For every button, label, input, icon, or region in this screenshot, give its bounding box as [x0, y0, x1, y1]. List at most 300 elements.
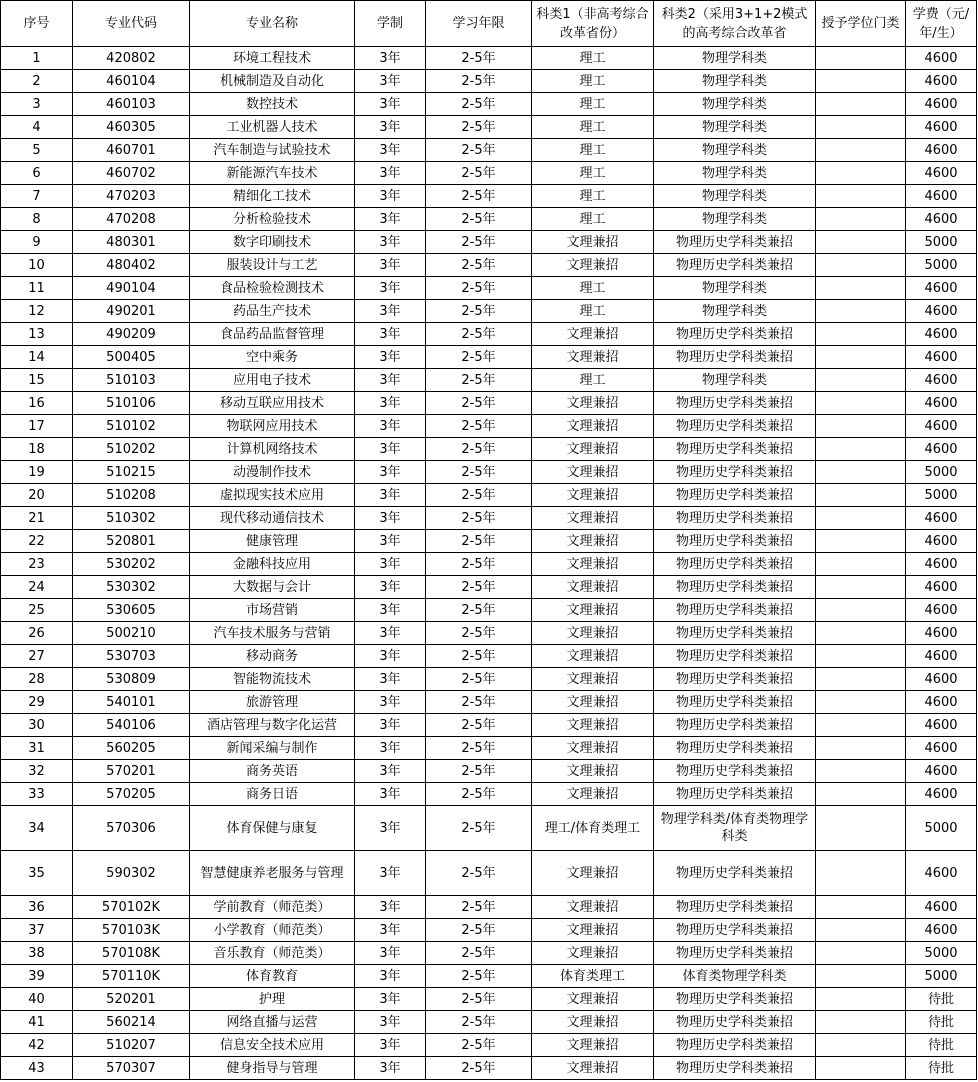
cell-study-years: 2-5年 [426, 714, 532, 737]
cell-study-years: 2-5年 [426, 965, 532, 988]
cell-study-years: 2-5年 [426, 942, 532, 965]
cell-degree [816, 507, 906, 530]
table-row [1, 162, 977, 185]
cell-duration: 3年 [355, 760, 426, 783]
cell-duration: 3年 [355, 300, 426, 323]
cell-study-years: 2-5年 [426, 116, 532, 139]
cell-category1: 理工 [532, 70, 654, 93]
cell-category1: 文理兼招 [532, 346, 654, 369]
cell-duration: 3年 [355, 116, 426, 139]
cell-index: 16 [1, 392, 73, 415]
table-row [1, 1057, 977, 1080]
cell-degree [816, 139, 906, 162]
cell-category2: 物理历史学科类兼招 [654, 942, 816, 965]
cell-category1: 理工 [532, 185, 654, 208]
cell-code: 510208 [73, 484, 190, 507]
table-row [1, 965, 977, 988]
cell-category1: 文理兼招 [532, 415, 654, 438]
cell-degree [816, 392, 906, 415]
cell-index: 15 [1, 369, 73, 392]
cell-duration: 3年 [355, 392, 426, 415]
cell-category2: 物理历史学科类兼招 [654, 461, 816, 484]
cell-tuition: 4600 [906, 139, 977, 162]
cell-name: 体育保健与康复 [190, 806, 355, 851]
table-row [1, 919, 977, 942]
cell-index: 8 [1, 208, 73, 231]
cell-tuition: 4600 [906, 599, 977, 622]
cell-category1: 文理兼招 [532, 576, 654, 599]
cell-study-years: 2-5年 [426, 668, 532, 691]
cell-tuition: 4600 [906, 896, 977, 919]
table-row [1, 806, 977, 851]
cell-degree [816, 369, 906, 392]
cell-name: 新能源汽车技术 [190, 162, 355, 185]
cell-study-years: 2-5年 [426, 323, 532, 346]
cell-name: 学前教育（师范类） [190, 896, 355, 919]
cell-study-years: 2-5年 [426, 461, 532, 484]
cell-degree [816, 783, 906, 806]
cell-duration: 3年 [355, 530, 426, 553]
cell-category1: 理工 [532, 369, 654, 392]
cell-category2: 物理学科类 [654, 139, 816, 162]
cell-name: 服装设计与工艺 [190, 254, 355, 277]
table-row [1, 530, 977, 553]
cell-tuition: 4600 [906, 645, 977, 668]
cell-degree [816, 70, 906, 93]
cell-tuition: 4600 [906, 323, 977, 346]
cell-category1: 文理兼招 [532, 760, 654, 783]
cell-degree [816, 461, 906, 484]
cell-code: 530202 [73, 553, 190, 576]
cell-category2: 物理历史学科类兼招 [654, 415, 816, 438]
cell-code: 460103 [73, 93, 190, 116]
cell-study-years: 2-5年 [426, 896, 532, 919]
cell-category2: 物理历史学科类兼招 [654, 1034, 816, 1057]
table-row [1, 70, 977, 93]
cell-category2: 物理历史学科类兼招 [654, 760, 816, 783]
cell-tuition: 5000 [906, 965, 977, 988]
cell-study-years: 2-5年 [426, 783, 532, 806]
cell-category1: 文理兼招 [532, 461, 654, 484]
cell-tuition: 5000 [906, 461, 977, 484]
cell-category1: 理工 [532, 116, 654, 139]
cell-index: 35 [1, 851, 73, 896]
cell-tuition: 4600 [906, 185, 977, 208]
cell-index: 23 [1, 553, 73, 576]
cell-tuition: 4600 [906, 300, 977, 323]
cell-category2: 物理历史学科类兼招 [654, 988, 816, 1011]
cell-degree [816, 530, 906, 553]
col-header-name: 专业名称 [190, 1, 355, 47]
cell-tuition: 5000 [906, 254, 977, 277]
cell-category1: 理工 [532, 277, 654, 300]
cell-code: 490209 [73, 323, 190, 346]
cell-degree [816, 645, 906, 668]
cell-degree [816, 254, 906, 277]
cell-category1: 文理兼招 [532, 1034, 654, 1057]
cell-category1: 文理兼招 [532, 691, 654, 714]
cell-code: 490104 [73, 277, 190, 300]
cell-category1: 文理兼招 [532, 737, 654, 760]
table-row [1, 277, 977, 300]
cell-index: 1 [1, 47, 73, 70]
cell-degree [816, 553, 906, 576]
cell-index: 3 [1, 93, 73, 116]
col-header-duration: 学制 [355, 1, 426, 47]
cell-degree [816, 942, 906, 965]
cell-category1: 文理兼招 [532, 1057, 654, 1080]
cell-code: 460702 [73, 162, 190, 185]
cell-category1: 文理兼招 [532, 1011, 654, 1034]
table-row [1, 415, 977, 438]
cell-study-years: 2-5年 [426, 1057, 532, 1080]
cell-duration: 3年 [355, 162, 426, 185]
cell-category2: 物理历史学科类兼招 [654, 919, 816, 942]
cell-study-years: 2-5年 [426, 277, 532, 300]
cell-category1: 理工 [532, 47, 654, 70]
cell-code: 510103 [73, 369, 190, 392]
cell-index: 25 [1, 599, 73, 622]
table-row [1, 1034, 977, 1057]
cell-duration: 3年 [355, 139, 426, 162]
cell-tuition: 4600 [906, 208, 977, 231]
cell-category2: 物理学科类 [654, 300, 816, 323]
cell-study-years: 2-5年 [426, 553, 532, 576]
cell-index: 10 [1, 254, 73, 277]
table-row [1, 438, 977, 461]
table-row [1, 369, 977, 392]
cell-category2: 物理学科类 [654, 47, 816, 70]
cell-degree [816, 415, 906, 438]
cell-study-years: 2-5年 [426, 645, 532, 668]
cell-degree [816, 691, 906, 714]
cell-name: 应用电子技术 [190, 369, 355, 392]
cell-tuition: 4600 [906, 691, 977, 714]
cell-category2: 物理学科类/体育类物理学科类 [654, 806, 816, 851]
cell-category2: 物理历史学科类兼招 [654, 668, 816, 691]
cell-duration: 3年 [355, 988, 426, 1011]
cell-category1: 文理兼招 [532, 942, 654, 965]
cell-category1: 理工 [532, 139, 654, 162]
cell-degree [816, 668, 906, 691]
cell-category1: 文理兼招 [532, 323, 654, 346]
cell-degree [816, 185, 906, 208]
cell-tuition: 5000 [906, 484, 977, 507]
cell-category1: 文理兼招 [532, 714, 654, 737]
cell-study-years: 2-5年 [426, 919, 532, 942]
cell-name: 计算机网络技术 [190, 438, 355, 461]
cell-category2: 物理学科类 [654, 116, 816, 139]
cell-name: 商务英语 [190, 760, 355, 783]
cell-duration: 3年 [355, 645, 426, 668]
table-body [1, 47, 977, 1080]
table-row [1, 1011, 977, 1034]
table-row [1, 300, 977, 323]
cell-tuition: 4600 [906, 714, 977, 737]
cell-name: 移动商务 [190, 645, 355, 668]
cell-category2: 物理历史学科类兼招 [654, 576, 816, 599]
cell-category1: 理工 [532, 208, 654, 231]
cell-category1: 文理兼招 [532, 484, 654, 507]
cell-category2: 物理历史学科类兼招 [654, 714, 816, 737]
cell-degree [816, 1034, 906, 1057]
cell-degree [816, 919, 906, 942]
cell-degree [816, 300, 906, 323]
cell-code: 470208 [73, 208, 190, 231]
cell-degree [816, 806, 906, 851]
cell-index: 30 [1, 714, 73, 737]
cell-study-years: 2-5年 [426, 93, 532, 116]
cell-code: 570102K [73, 896, 190, 919]
cell-name: 酒店管理与数字化运营 [190, 714, 355, 737]
table-row [1, 208, 977, 231]
cell-code: 460305 [73, 116, 190, 139]
cell-study-years: 2-5年 [426, 622, 532, 645]
cell-category1: 文理兼招 [532, 507, 654, 530]
cell-category1: 文理兼招 [532, 919, 654, 942]
table-row [1, 783, 977, 806]
cell-index: 39 [1, 965, 73, 988]
cell-duration: 3年 [355, 461, 426, 484]
cell-study-years: 2-5年 [426, 484, 532, 507]
cell-code: 510102 [73, 415, 190, 438]
cell-degree [816, 1011, 906, 1034]
cell-duration: 3年 [355, 919, 426, 942]
cell-category1: 文理兼招 [532, 988, 654, 1011]
cell-duration: 3年 [355, 851, 426, 896]
col-header-study-years: 学习年限 [426, 1, 532, 47]
cell-degree [816, 346, 906, 369]
cell-degree [816, 576, 906, 599]
cell-duration: 3年 [355, 737, 426, 760]
cell-tuition: 4600 [906, 392, 977, 415]
cell-duration: 3年 [355, 507, 426, 530]
cell-degree [816, 737, 906, 760]
cell-study-years: 2-5年 [426, 806, 532, 851]
cell-index: 19 [1, 461, 73, 484]
cell-name: 汽车制造与试验技术 [190, 139, 355, 162]
cell-tuition: 4600 [906, 530, 977, 553]
cell-duration: 3年 [355, 231, 426, 254]
cell-tuition: 4600 [906, 116, 977, 139]
cell-category2: 物理学科类 [654, 162, 816, 185]
cell-duration: 3年 [355, 896, 426, 919]
cell-study-years: 2-5年 [426, 185, 532, 208]
cell-category2: 物理历史学科类兼招 [654, 896, 816, 919]
cell-degree [816, 599, 906, 622]
cell-index: 6 [1, 162, 73, 185]
cell-category2: 物理历史学科类兼招 [654, 323, 816, 346]
cell-code: 570110K [73, 965, 190, 988]
cell-name: 机械制造及自动化 [190, 70, 355, 93]
col-header-degree: 授予学位门类 [816, 1, 906, 47]
cell-duration: 3年 [355, 1034, 426, 1057]
cell-index: 34 [1, 806, 73, 851]
cell-tuition: 5000 [906, 806, 977, 851]
cell-tuition: 待批 [906, 1034, 977, 1057]
cell-study-years: 2-5年 [426, 139, 532, 162]
cell-category2: 物理历史学科类兼招 [654, 346, 816, 369]
cell-code: 570205 [73, 783, 190, 806]
cell-degree [816, 208, 906, 231]
cell-name: 药品生产技术 [190, 300, 355, 323]
cell-study-years: 2-5年 [426, 737, 532, 760]
cell-tuition: 4600 [906, 93, 977, 116]
cell-index: 22 [1, 530, 73, 553]
cell-code: 530605 [73, 599, 190, 622]
cell-code: 530809 [73, 668, 190, 691]
cell-index: 20 [1, 484, 73, 507]
cell-name: 新闻采编与制作 [190, 737, 355, 760]
table-row [1, 576, 977, 599]
cell-name: 市场营销 [190, 599, 355, 622]
cell-name: 食品检验检测技术 [190, 277, 355, 300]
header-row [1, 1, 977, 47]
cell-index: 28 [1, 668, 73, 691]
cell-tuition: 4600 [906, 851, 977, 896]
cell-index: 13 [1, 323, 73, 346]
cell-duration: 3年 [355, 714, 426, 737]
cell-code: 510215 [73, 461, 190, 484]
cell-tuition: 4600 [906, 369, 977, 392]
cell-tuition: 4600 [906, 760, 977, 783]
cell-degree [816, 1057, 906, 1080]
cell-index: 36 [1, 896, 73, 919]
cell-index: 37 [1, 919, 73, 942]
cell-degree [816, 93, 906, 116]
cell-degree [816, 988, 906, 1011]
cell-code: 530302 [73, 576, 190, 599]
cell-code: 570201 [73, 760, 190, 783]
table-row [1, 988, 977, 1011]
cell-degree [816, 760, 906, 783]
cell-index: 5 [1, 139, 73, 162]
cell-duration: 3年 [355, 277, 426, 300]
cell-index: 33 [1, 783, 73, 806]
cell-name: 环境工程技术 [190, 47, 355, 70]
cell-category2: 物理历史学科类兼招 [654, 622, 816, 645]
cell-study-years: 2-5年 [426, 47, 532, 70]
cell-duration: 3年 [355, 346, 426, 369]
cell-index: 17 [1, 415, 73, 438]
cell-study-years: 2-5年 [426, 300, 532, 323]
cell-category1: 文理兼招 [532, 438, 654, 461]
table-row [1, 668, 977, 691]
cell-study-years: 2-5年 [426, 691, 532, 714]
cell-code: 590302 [73, 851, 190, 896]
cell-study-years: 2-5年 [426, 254, 532, 277]
cell-study-years: 2-5年 [426, 162, 532, 185]
cell-name: 智能物流技术 [190, 668, 355, 691]
cell-code: 510106 [73, 392, 190, 415]
cell-code: 570108K [73, 942, 190, 965]
cell-duration: 3年 [355, 783, 426, 806]
cell-category2: 物理历史学科类兼招 [654, 599, 816, 622]
cell-index: 11 [1, 277, 73, 300]
cell-category1: 文理兼招 [532, 896, 654, 919]
cell-duration: 3年 [355, 438, 426, 461]
cell-category1: 文理兼招 [532, 530, 654, 553]
cell-study-years: 2-5年 [426, 599, 532, 622]
cell-study-years: 2-5年 [426, 1011, 532, 1034]
cell-name: 健身指导与管理 [190, 1057, 355, 1080]
cell-tuition: 4600 [906, 507, 977, 530]
table-row [1, 691, 977, 714]
cell-duration: 3年 [355, 484, 426, 507]
cell-name: 工业机器人技术 [190, 116, 355, 139]
cell-study-years: 2-5年 [426, 851, 532, 896]
cell-tuition: 4600 [906, 346, 977, 369]
cell-category2: 物理历史学科类兼招 [654, 737, 816, 760]
cell-degree [816, 116, 906, 139]
cell-study-years: 2-5年 [426, 231, 532, 254]
table-row [1, 323, 977, 346]
col-header-tuition: 学费（元/年/生） [906, 1, 977, 47]
cell-code: 500210 [73, 622, 190, 645]
cell-degree [816, 965, 906, 988]
cell-duration: 3年 [355, 254, 426, 277]
cell-code: 480301 [73, 231, 190, 254]
cell-index: 41 [1, 1011, 73, 1034]
cell-degree [816, 162, 906, 185]
table-row [1, 139, 977, 162]
cell-category1: 文理兼招 [532, 392, 654, 415]
cell-index: 24 [1, 576, 73, 599]
cell-degree [816, 47, 906, 70]
cell-index: 14 [1, 346, 73, 369]
table-row [1, 47, 977, 70]
cell-index: 40 [1, 988, 73, 1011]
table-row [1, 622, 977, 645]
cell-tuition: 4600 [906, 162, 977, 185]
cell-study-years: 2-5年 [426, 576, 532, 599]
cell-category2: 物理历史学科类兼招 [654, 254, 816, 277]
cell-duration: 3年 [355, 1011, 426, 1034]
cell-name: 虚拟现实技术应用 [190, 484, 355, 507]
cell-code: 520801 [73, 530, 190, 553]
table-row [1, 93, 977, 116]
cell-category2: 物理历史学科类兼招 [654, 231, 816, 254]
cell-tuition: 待批 [906, 1057, 977, 1080]
cell-code: 490201 [73, 300, 190, 323]
cell-name: 网络直播与运营 [190, 1011, 355, 1034]
cell-tuition: 4600 [906, 415, 977, 438]
cell-index: 42 [1, 1034, 73, 1057]
cell-index: 21 [1, 507, 73, 530]
cell-category2: 物理历史学科类兼招 [654, 1057, 816, 1080]
cell-code: 500405 [73, 346, 190, 369]
cell-category2: 物理学科类 [654, 277, 816, 300]
cell-study-years: 2-5年 [426, 438, 532, 461]
cell-code: 540106 [73, 714, 190, 737]
cell-duration: 3年 [355, 93, 426, 116]
table-row [1, 942, 977, 965]
cell-category2: 物理学科类 [654, 70, 816, 93]
cell-category1: 体育类理工 [532, 965, 654, 988]
table-row [1, 484, 977, 507]
cell-tuition: 待批 [906, 988, 977, 1011]
cell-name: 大数据与会计 [190, 576, 355, 599]
cell-tuition: 4600 [906, 622, 977, 645]
cell-study-years: 2-5年 [426, 346, 532, 369]
cell-index: 38 [1, 942, 73, 965]
cell-tuition: 4600 [906, 47, 977, 70]
cell-index: 29 [1, 691, 73, 714]
cell-duration: 3年 [355, 208, 426, 231]
cell-code: 480402 [73, 254, 190, 277]
cell-category1: 文理兼招 [532, 231, 654, 254]
cell-tuition: 4600 [906, 737, 977, 760]
